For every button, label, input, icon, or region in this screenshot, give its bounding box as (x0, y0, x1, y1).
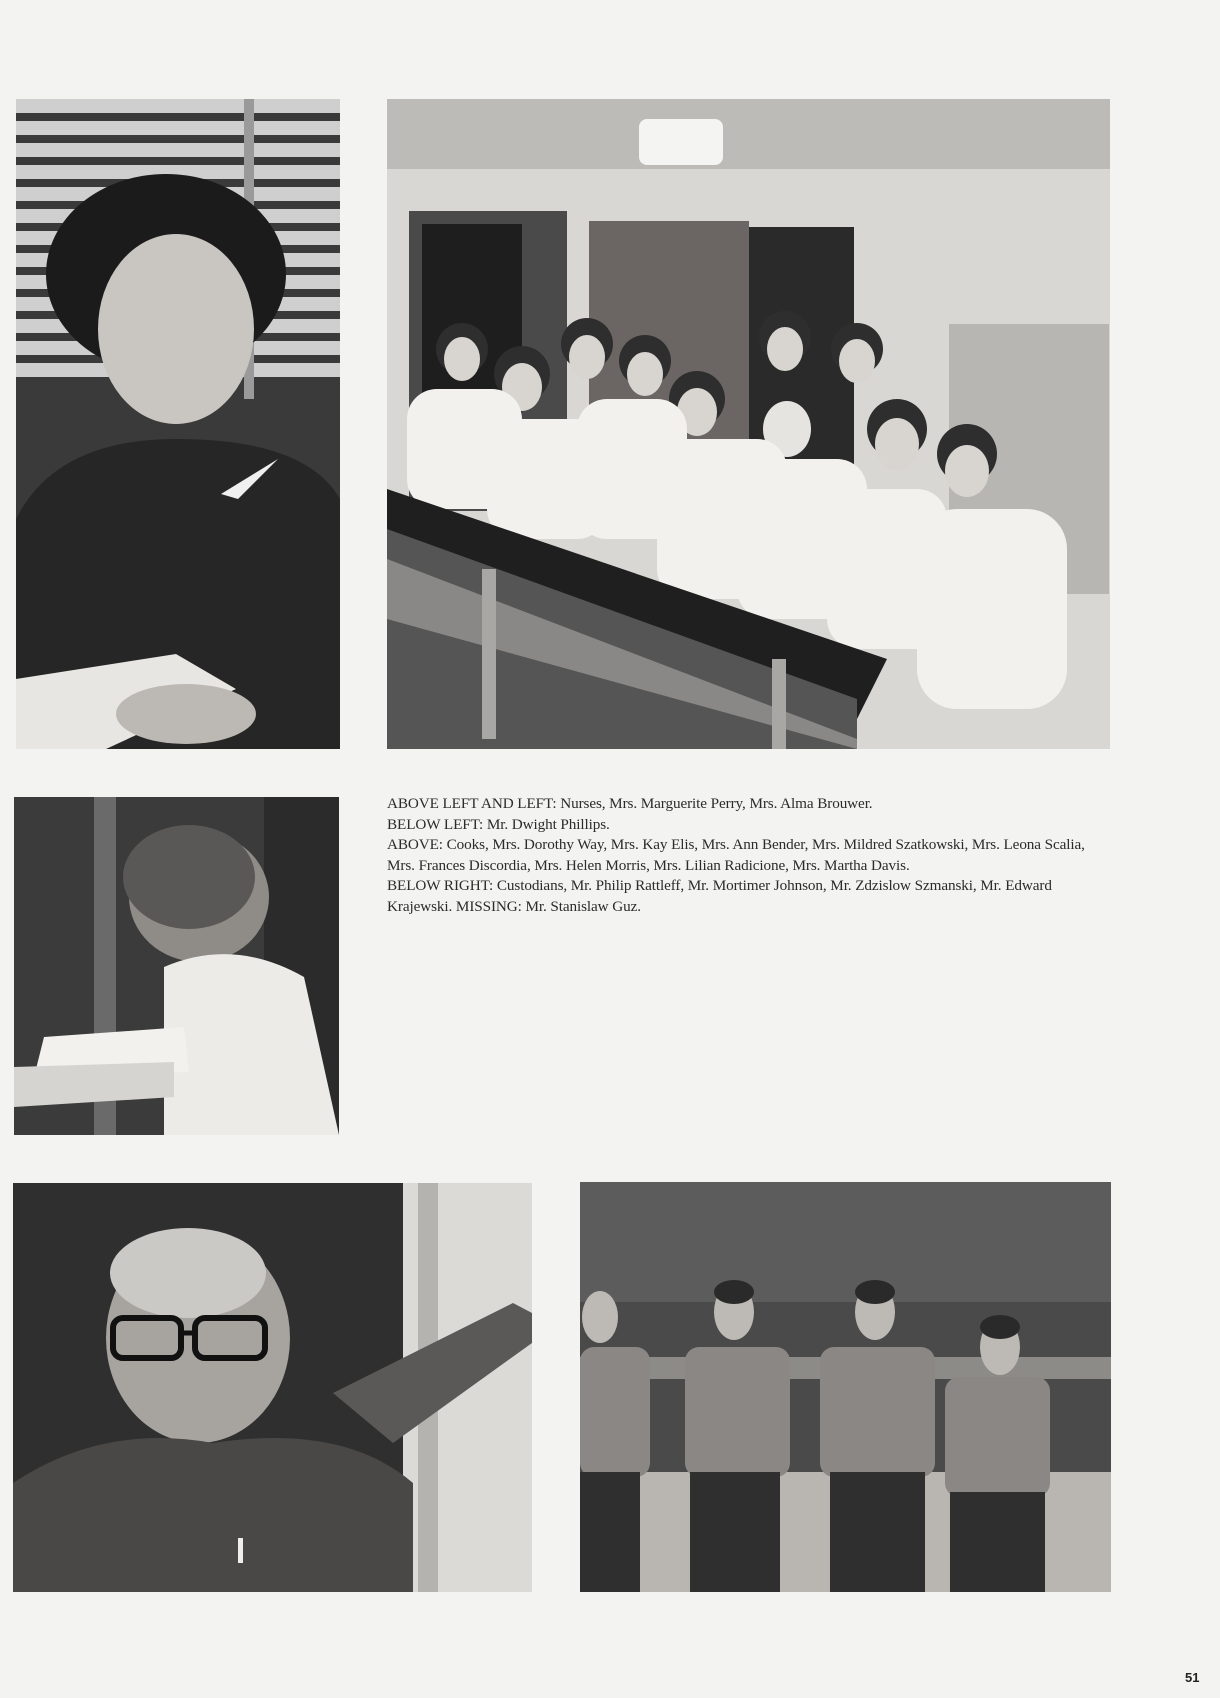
caption-line-custodians: BELOW RIGHT: Custodians, Mr. Philip Rattleff, Mr. Mortimer Johnson, Mr. Zdzislow Szmanski, Mr. Edward Krajewski. MISSING: Mr. Stanislaw Guz. (387, 877, 1052, 915)
photo-man-with-glasses (13, 1183, 532, 1592)
caption-line-nurses: ABOVE LEFT AND LEFT: Nurses, Mrs. Marguerite Perry, Mrs. Alma Brouwer. (387, 795, 873, 812)
photo-custodians-group (580, 1182, 1111, 1592)
page-number: 51 (1185, 1670, 1200, 1685)
caption (387, 794, 1115, 917)
photo-nurse-at-desk (16, 99, 340, 749)
caption-line-below-left: BELOW LEFT: Mr. Dwight Phillips. (387, 815, 610, 833)
photo-man-at-desk (14, 797, 339, 1135)
caption-line-cooks: ABOVE: Cooks, Mrs. Dorothy Way, Mrs. Kay Elis, Mrs. Ann Bender, Mrs. Mildred Szatkowski, Mrs. Leona Scalia, Mrs. Frances Discordia, Mrs. Helen Morris, Mrs. Lilian Radicione, Mrs. Martha Davis. (387, 836, 1085, 874)
photo-cooks-group (387, 99, 1110, 749)
